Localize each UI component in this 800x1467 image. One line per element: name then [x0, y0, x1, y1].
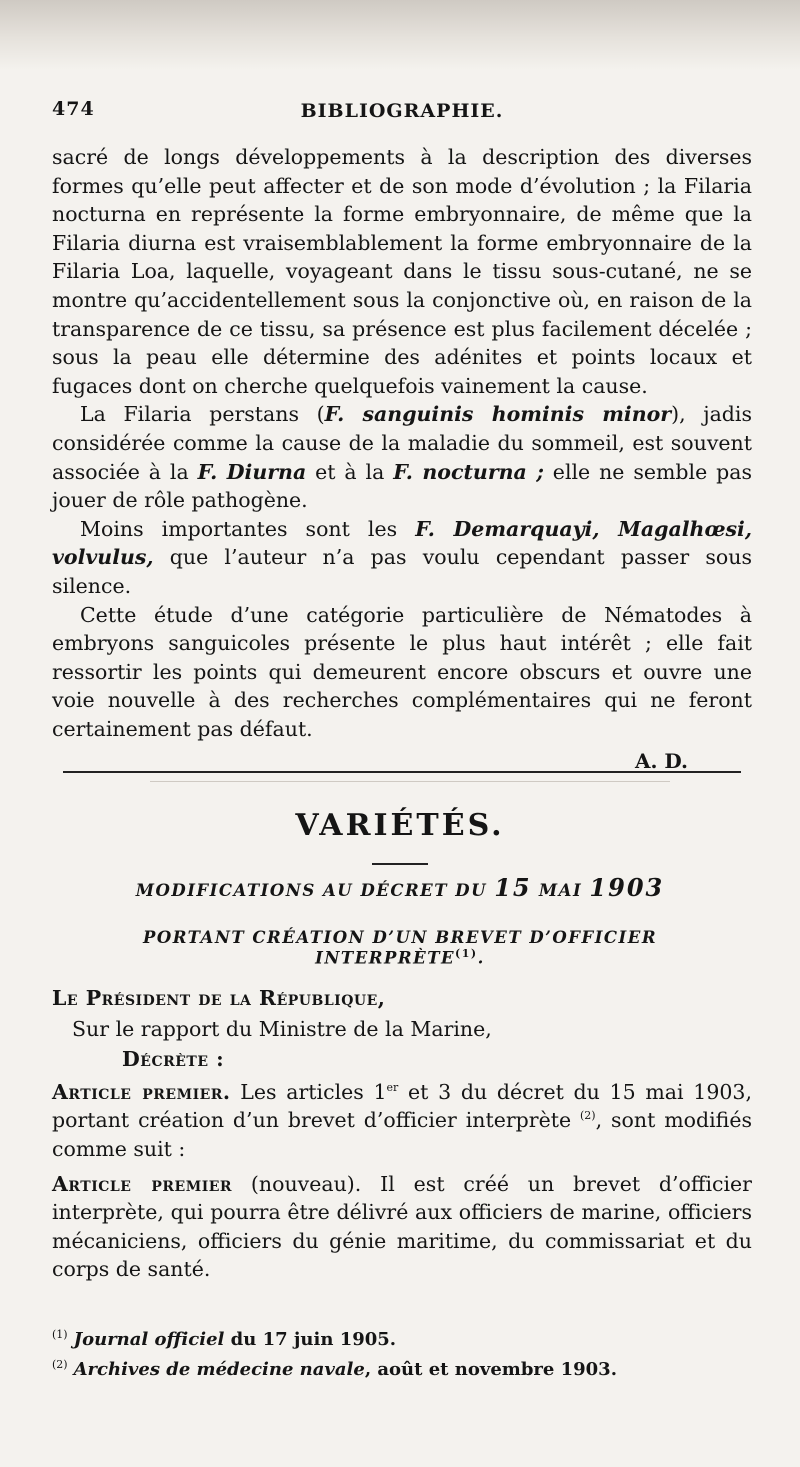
decree-body [52, 984, 752, 1284]
section-title: VARIÉTÉS. [295, 808, 505, 843]
review-p3-text: Moins importantes sont les [80, 516, 416, 541]
footnote-ref: (1) [455, 947, 478, 960]
footnote-text: du 17 juin 1905. [224, 1329, 397, 1350]
ordinal-suffix: er [386, 1080, 399, 1094]
review-p2-text: et à la [306, 459, 394, 484]
decree-title-end: . [477, 948, 485, 968]
review-p2-text: La Filaria perstans ( [80, 402, 325, 427]
rapport-line: Sur le rapport du Ministre de la Marine, [72, 1016, 492, 1041]
review-p2-text: elle ne semble pas jouer de rôle pathogène. [52, 459, 752, 513]
footnote-title: Journal officiel [73, 1329, 225, 1350]
review-paragraph-3 [52, 515, 752, 601]
article-1-new [52, 1170, 752, 1284]
page-header [52, 98, 752, 130]
scan-shadow [0, 0, 800, 70]
bleed-through-line [150, 781, 670, 782]
species-name: F. sanguinis hominis minor [324, 402, 672, 427]
decree-title-line-1 [60, 868, 740, 908]
decree-title-text: MODIFICATIONS AU DÉCRET DU [135, 881, 487, 900]
species-name: F. nocturna ; [393, 459, 544, 484]
article-text: , sont modifiés comme suit : [52, 1108, 752, 1161]
footnotes [52, 1325, 752, 1385]
article-label: Article premier. [52, 1079, 231, 1104]
running-title: BIBLIOGRAPHIE. [300, 100, 504, 122]
review-p3-text: que l’auteur n’a pas voulu cependant passer sous silence. [52, 545, 752, 598]
article-text: (nouveau). Il est créé un brevet d’officier interprète, qui pourra être délivré aux officiers de marine, officiers mécaniciens, officiers du génie maritime, du commissariat et du corps de santé. [52, 1171, 752, 1282]
decrete-line: Décrète : [122, 1047, 225, 1072]
review-p2-text: ), jadis considérée comme la cause de la maladie du sommeil, est souvent associée à la [52, 402, 752, 484]
footnote-1 [52, 1325, 752, 1355]
footnote-title: Archives de médecine navale [73, 1359, 365, 1380]
title-underline [372, 863, 428, 865]
review-paragraph-1: sacré de longs développements à la description des diverses formes qu’elle peut affecter et de son mode d’évolution ; la Filaria nocturna en représente la forme embryonnaire, de même que la Filaria diurna est vraisemblablement la forme embryonnaire de la Filaria Loa, laquelle, voyageant dans le tissu sous-cutané, ne se montre qu’accidentellement sous la conjonctive où, en raison de la transparence de ce tissu, sa présence est plus facilement décelée ; sous la peau elle détermine des adénites et points locaux et fugaces dont on cherche quelquefois vainement la cause. [52, 145, 752, 398]
decree-title-year: 1903 [589, 873, 665, 902]
article-text: et 3 du décret du 15 mai 1903, portant création d’un brevet d’officier interprète [52, 1079, 752, 1133]
article-text: Les articles 1 [230, 1079, 387, 1104]
decree-title-day: 15 [494, 873, 532, 902]
president-line: Le Président de la République, [52, 986, 386, 1010]
footnote-2 [52, 1355, 752, 1385]
article-1 [52, 1078, 752, 1164]
footnote-marker: (2) [52, 1358, 68, 1371]
decree-title-month: MAI [538, 881, 583, 900]
species-list: F. Demarquayi, Magalhœsi, volvulus, [52, 516, 752, 570]
review-paragraph-2 [52, 400, 752, 514]
footnote-marker: (1) [52, 1328, 68, 1341]
decree-title-text: PORTANT CRÉATION D’UN BREVET D’OFFICIER INTERPRÈTE [142, 928, 658, 968]
article-label: Article premier [52, 1171, 233, 1196]
review-paragraph-4: Cette étude d’une catégorie particulière de Nématodes à embryons sanguicoles présente le plus haut intérêt ; elle fait ressortir les points qui demeurent encore obscurs et ouvre une voie nouvelle à des recherches complémentaires qui ne feront certainement pas défaut. [52, 602, 752, 741]
footnote-text: , août et novembre 1903. [364, 1359, 617, 1380]
review-text [52, 143, 752, 776]
decree-title-line-2 [60, 928, 740, 968]
review-signature: A. D. [634, 749, 688, 774]
footnote-ref: (2) [580, 1109, 596, 1123]
page-number: 474 [52, 98, 95, 120]
species-name: F. Diurna [197, 459, 307, 484]
section-divider [63, 771, 741, 773]
